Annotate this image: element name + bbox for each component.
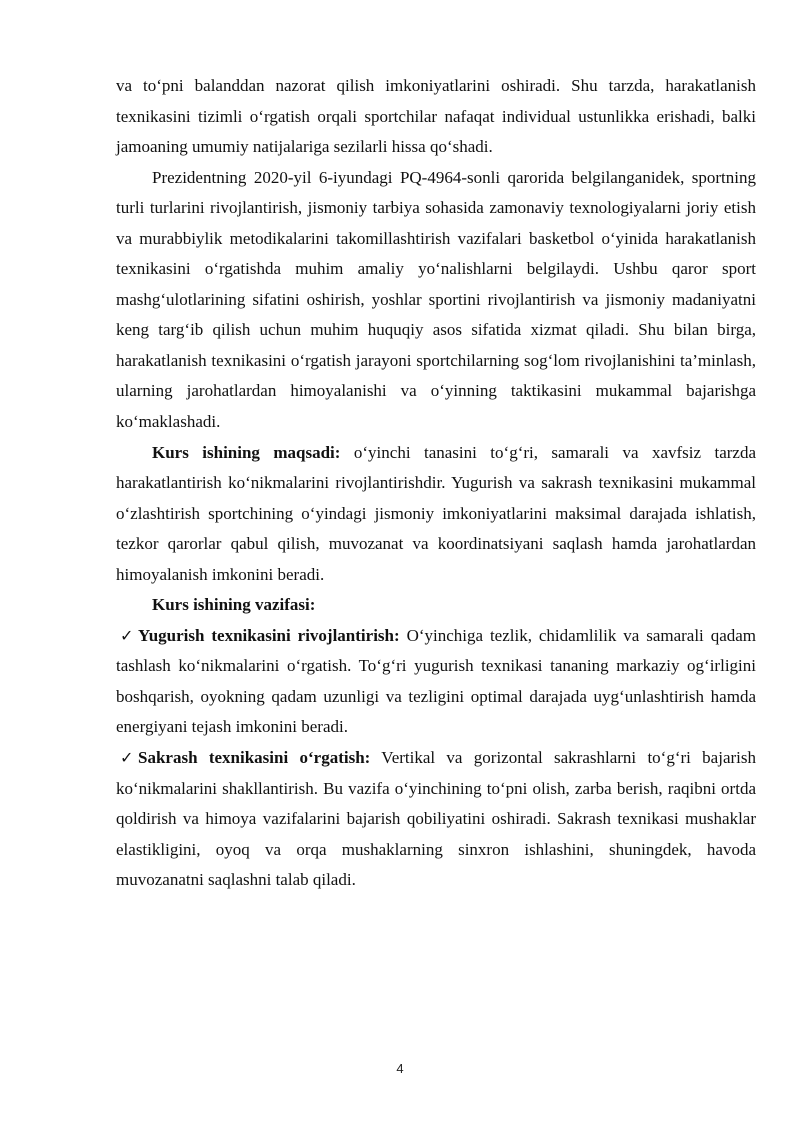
page-number: 4: [396, 1061, 404, 1076]
course-goal-text: o‘yinchi tanasini to‘g‘ri, samarali va xavfsiz tarzda harakatlantirish ko‘nikmalarini rivojlantirishdir. Yugurish va sakrash texnikasini mukammal o‘zlashtirish sportchining o‘yindagi jismoniy imkoniyatlarini maksimal darajada ishlatish, tezkor qarorlar qabul qilish, muvozanat va koordinatsiyani saqlash hamda jarohatlardan himoyalanish imkonini beradi.: [116, 442, 756, 584]
bullet-text-jumping: Vertikal va gorizontal sakrashlarni to‘g‘ri bajarish ko‘nikmalarini shakllantirish. Bu vazifa o‘yinchining to‘pni olish, zarba berish, raqibni ortda qoldirish va himoya vazifalarini bajarish qobiliyatini oshiradi. Sakrash texnikasi mushaklar elastikligini, oyoq va orqa mushaklarning sinxron ishlashini, shuningdek, havoda muvozanatni saqlashni talab qiladi.: [116, 748, 756, 890]
bullet-text-running: O‘yinchiga tezlik, chidamlilik va samarali qadam tashlash ko‘nikmalarini o‘rgatish. To‘g‘ri yugurish texnikasi tananing markaziy og‘irligini boshqarish, oyokning qadam uzunligi va tezligini optimal darajada uyg‘unlashtirish hamda energiyani tejash imkonini beradi.: [116, 625, 757, 737]
paragraph-continuation: va to‘pni balanddan nazorat qilish imkoniyatlarini oshiradi. Shu tarzda, harakatlanish texnikasini tizimli o‘rgatish orqali sportchilar nafaqat individual ustunlikka erishadi, balki jamoaning umumiy natijalariga sezilarli hissa qo‘shadi.: [116, 76, 756, 157]
paragraph-presidential-decree: Prezidentning 2020-yil 6-iyundagi PQ-4964-sonli qarorida belgilanganidek, sportning turli turlarini rivojlantirish, jismoniy tarbiya sohasida zamonaviy texnologiyalarni joriy etish va murabbiylik metodikalarini takomillashtirish vazifalari basketbol o‘yinida harakatlanish texnikasini o‘rgatishda muhim amaliy yo‘nalishlarni belgilaydi. Ushbu qaror sport mashg‘ulotlarining sifatini oshirish, yoshlar sportini rivojlantirish va jismoniy madaniyatni keng targ‘ib qilish uchun muhim huquqiy asos sifatida xizmat qiladi. Shu bilan birga, harakatlanish texnikasini o‘rgatish jarayoni sportchilarning sog‘lom rivojlanishini ta’minlash, ularning jarohatlardan himoyalanishi va o‘yinning taktikasini mukammal bajarishga ko‘maklashadi.: [116, 167, 756, 432]
course-tasks-heading: Kurs ishining vazifasi:: [152, 595, 316, 615]
paragraph-course-goal: [116, 438, 756, 591]
bullet-item-running: [116, 621, 756, 743]
bullet-heading-running: Yugurish texnikasini rivojlantirish:: [138, 625, 400, 645]
bullet-item-jumping: [116, 743, 756, 896]
checkmark-icon: ✓: [120, 748, 134, 768]
checkmark-icon: ✓: [120, 625, 134, 645]
course-goal-heading: Kurs ishining maqsadi:: [152, 442, 341, 462]
bullet-heading-jumping: Sakrash texnikasini o‘rgatish:: [138, 748, 371, 768]
document-page: [116, 71, 756, 896]
